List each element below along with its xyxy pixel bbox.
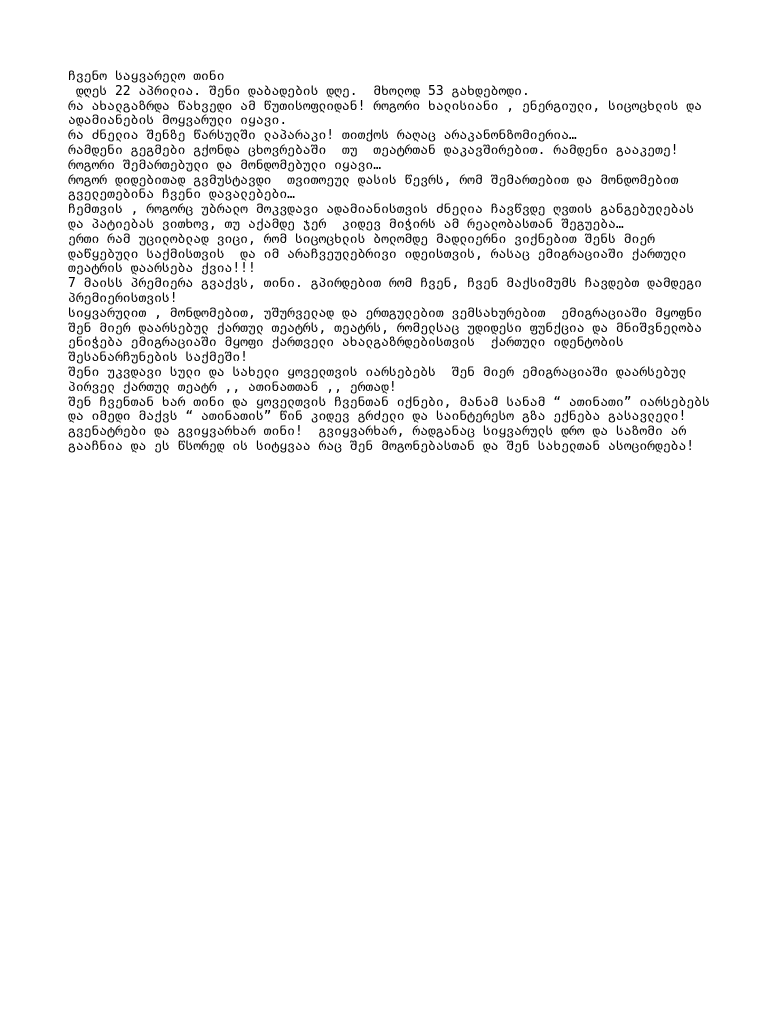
text-line: გვენატრები და გვიყვარხარ თინი! გვიყვარხარ, რადგანაც სიყვარულს დრო და საზომი არ xyxy=(68,424,687,440)
text-line: და იმედი მაქვს “ ათინათის” წინ კიდევ გრძელი და საინტერესო გზა ექნება გასავლელი! xyxy=(68,409,687,425)
text-line: რა ახალგაზრდა წახვედი ამ წუთისოფლიდან! როგორი ხალისიანი , ენერგიული, სიცოცხლის და xyxy=(68,98,702,114)
text-line: შენი უკვდავი სული და სახელი ყოველთვის იარსებებს შენ მიერ ემიგრაციაში დაარსებულ xyxy=(68,364,687,380)
document-body xyxy=(68,70,748,455)
text-line: რამდენი გეგმები გქონდა ცხოვრებაში თუ თეატრთან დაკავშირებით. რამდენი გააკეთე! xyxy=(68,142,679,158)
document-title-line: ჩვენო საყვარელო თინი xyxy=(68,69,225,84)
text-line: როგორ დიდებითად გვმუსტავდი თვითოეულ დასის წევრს, რომ შემართებით და მონდომებით xyxy=(68,172,679,188)
text-line: როგორი შემართებული და მონდომებული იყავი… xyxy=(68,157,382,173)
text-line: და პატიებას ვითხოვ, თუ აქამდე ჯერ კიდევ მიჭირს ამ რეალობასთან შეგუება… xyxy=(68,216,624,232)
text-line: გააჩნია და ეს წსორედ ის სიტყვაა რაც შენ მოგონებასთან და შენ სახელთან ასოცირდება! xyxy=(68,438,695,454)
text-line: შენ ჩვენთან ხარ თინი და ყოველთვის ჩვენთან იქნები, მანამ სანამ “ ათინათი” იარსებებს xyxy=(68,394,710,410)
text-line: ადამიანების მოყვარული იყავი. xyxy=(68,113,288,129)
text-line: თეატრის დაარსება ქვია!!! xyxy=(68,261,256,277)
text-line: დაწყებული საქმისთვის და იმ არაჩვეულებრივი იდეისთვის, რასაც ემიგრაციაში ქართული xyxy=(68,246,687,262)
text-line: ენიჭება ემიგრაციაში მყოფი ქართველი ახალგაზრდებისთვის ქართული იდენტობის xyxy=(68,335,624,351)
text-line: 7 მაისს პრემიერა გვაქვს, თინი. გპირდებით რომ ჩვენ, ჩვენ მაქსიმუმს ჩავდებთ დამდეგი xyxy=(68,276,702,292)
text-line: პრემიერისთვის! xyxy=(68,290,178,306)
text-line: შესანარჩუნების საქმეში! xyxy=(68,350,249,366)
text-line: პირველ ქართულ თეატრ ,, ათინათთან ,, ერთად! xyxy=(68,379,397,395)
text-line: ერთი რამ უცილობლად ვიცი, რომ სიცოცხლის ბოლომდე მადლიერნი ვიქნებით შენს მიერ xyxy=(68,231,655,247)
text-line: შენ მიერ დაარსებულ ქართულ თეატრს, თეატრს, რომელსაც უდიდესი ფუნქცია და მნიშვნელობა xyxy=(68,320,702,336)
text-line: ჩემთვის , როგორც უბრალო მოკვდავი ადამიანისთვის ძნელია ჩავწვდე ღვთის განგებულებას xyxy=(68,202,695,218)
text-line: სიყვარულით , მონდომებით, უშურველად და ერთგულებით ვემსახურებით ემიგრაციაში მყოფნი xyxy=(68,305,702,321)
text-line: დღეს 22 აპრილია. შენი დაბადების დღე. მხოლოდ 53 გახდებოდი. xyxy=(68,83,530,99)
text-line: რა ძნელია შენზე წარსულში ლაპარაკი! თითქოს რაღაც არაკანონზომიერია… xyxy=(68,128,577,144)
text-line: გველეთებინა ჩვენი დავალებები… xyxy=(68,187,295,203)
